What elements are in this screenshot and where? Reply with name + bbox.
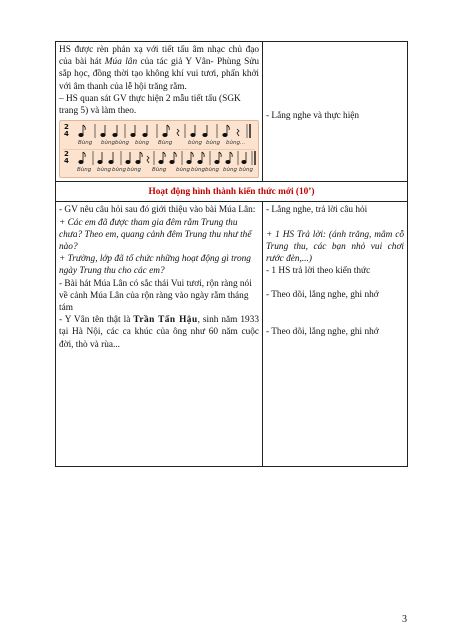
lesson-plan-table: [55, 41, 408, 467]
teacher-activity-cell: [56, 202, 263, 467]
page-number: 3: [402, 614, 407, 625]
rhythm-row-2: [63, 149, 255, 176]
student-response: - 1 HS trả lời theo kiến thức: [266, 266, 371, 277]
rhythm-pattern-image: [59, 120, 259, 178]
table-row: [56, 202, 408, 467]
rhythm-syllable: Bùng: [77, 167, 92, 174]
rhythm-instruction: – HS quan sát GV thực hiện 2 mẫu tiết tấu (SGK trang 5) và làm theo.: [59, 93, 241, 117]
table-row: [56, 42, 408, 182]
warmup-paragraph: [59, 44, 259, 93]
rhythm-syllable: bùng...: [226, 140, 246, 147]
text: HS được rèn phản xạ với tiết tấu âm nhạc chủ đạo của bài hát: [59, 45, 259, 68]
rhythm-syllable: bùng: [223, 167, 237, 174]
section-heading: Hoạt động hình thành kiến thức mới (10’): [56, 182, 408, 202]
question-item: + Trường, lớp đã tổ chức những hoạt động gì trong ngày Trung thu cho các em?: [59, 254, 251, 277]
rhythm-syllable: bùng: [112, 167, 126, 174]
rhythm-notes-svg: [75, 123, 258, 139]
rhythm-syllable: Bùng: [152, 167, 167, 174]
rhythm-syllable: bùng: [115, 140, 129, 147]
time-signature: 2 4: [64, 150, 69, 166]
student-activity-cell: [263, 202, 408, 467]
song-title: Múa lân: [104, 57, 138, 68]
rhythm-notes: [75, 150, 251, 166]
rhythm-syllable: Bùng: [158, 140, 173, 147]
rhythm-syllable: bùng: [191, 167, 205, 174]
rhythm-syllable: bùng: [101, 140, 115, 147]
rhythm-syllable: bùng: [127, 167, 141, 174]
rhythm-syllable: Bùng: [78, 140, 93, 147]
student-activity-cell: [263, 42, 408, 182]
song-description: - Bài hát Múa Lân có sắc thái Vui tươi, rộn ràng nói về cảnh Múa Lân của rộn ràng vào ngày rằm tháng tám: [59, 278, 252, 314]
teacher-activity-cell: [56, 42, 263, 182]
student-response: - Theo dõi, lắng nghe, ghi nhớ: [266, 326, 379, 337]
rhythm-row-1: [63, 123, 255, 149]
table-row: [56, 182, 408, 202]
text: , sinh năm 1933 tại Hà Nội, các ca khúc của ông như 60 năm cuộc đời, thò và rùa...: [59, 315, 259, 350]
rhythm-syllable: bùng: [176, 167, 190, 174]
question-item: + Các em đã được tham gia đêm rằm Trung thu chưa? Theo em, quang cảnh đêm Trung thu như thế nào?: [59, 217, 252, 253]
text: - Y Vân tên thật là: [59, 315, 134, 326]
student-response: - Theo dõi, lắng nghe, ghi nhớ: [266, 290, 379, 301]
rhythm-syllable: bùng: [97, 167, 111, 174]
rhythm-syllable: bùng: [135, 140, 149, 147]
rhythm-notes-svg: [75, 150, 258, 166]
rhythm-syllable: bùng: [205, 167, 219, 174]
composer-name: Trần Tấn Hậu: [133, 315, 198, 326]
student-response: - Lắng nghe, trả lời câu hỏi: [266, 205, 368, 216]
rhythm-syllable: bùng: [188, 140, 202, 147]
rhythm-notes: [75, 123, 251, 139]
rhythm-syllable: bùng: [206, 140, 220, 147]
intro-question: - GV nêu câu hỏi sau đó giới thiệu vào bài Múa Lân:: [59, 205, 256, 216]
time-signature: 2 4: [64, 123, 69, 139]
rhythm-syllable: bùng: [239, 167, 253, 174]
student-response: + 1 HS Trả lời: (ánh trăng, mâm cỗ Trung thu, các bạn nhỏ vui chơi rước đèn,...): [266, 229, 404, 265]
text: của tác giả Y Vân- Phùng Sửu sắp học, đồng thời tạo không khí vui tươi, phấn khởi với âm thanh của lễ hội trăng rằm.: [59, 57, 259, 92]
composer-info: [59, 314, 259, 351]
student-response: - Lắng nghe và thực hiện: [266, 111, 360, 121]
